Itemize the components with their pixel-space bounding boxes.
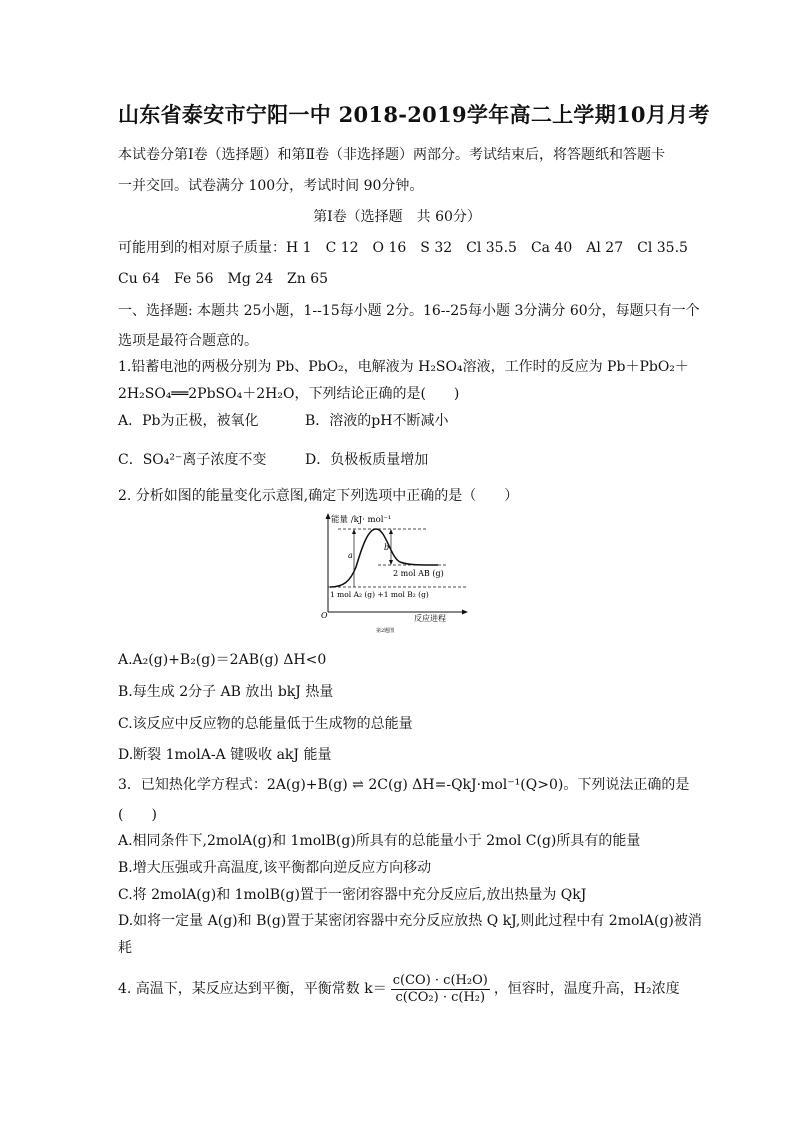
figure-caption: 第2题图 [376, 628, 395, 634]
q4-suffix: ，恒容时，温度升高，H₂浓度 [493, 981, 680, 997]
equilibrium-constant-fraction [391, 973, 490, 1006]
energy-diagram [318, 512, 468, 634]
y-axis-arrow [326, 513, 331, 519]
q3-stem: 3．已知热化学方程式：2A(g)+B(g) ⇌ 2C(g) ΔH=-QkJ·mol⁻¹(Q>0)。下列说法正确的是 [118, 777, 690, 793]
fraction-numerator: c(CO) · c(H₂O) [392, 972, 488, 988]
q1-stem-1: 1.铅蓄电池的两极分别为 Pb、PbO₂，电解液为 H₂SO₄溶液，工作时的反应为 Pb＋PbO₂＋ [118, 359, 689, 375]
fraction-denominator: c(CO₂) · c(H₂) [395, 989, 486, 1005]
q3-option-c: C.将 2molA(g)和 1molB(g)置于一密闭容器中充分反应后,放出热量为 QkJ [118, 887, 587, 903]
x-axis-arrow [462, 610, 468, 615]
q2-option-c: C.该反应中反应物的总能量低于生成物的总能量 [118, 716, 413, 732]
part-instructions-1: 一、选择题: 本题共 25小题，1--15每小题 2分。16--25每小题 3分满分 60分，每题只有一个 [118, 303, 700, 319]
section-heading: 第Ⅰ卷（选择题 共 60分） [313, 209, 481, 225]
q3-option-a: A.相同条件下,2molA(g)和 1molB(g)所具有的总能量小于 2mol C(g)所具有的能量 [118, 833, 641, 849]
q1-stem-2: 2H₂SO₄══2PbSO₄＋2H₂O，下列结论正确的是( ) [118, 386, 460, 402]
label-a: a [348, 551, 353, 560]
q1-option-a: A．Pb为正极，被氧化 [118, 413, 259, 429]
atomic-mass-line-2: Cu 64 Fe 56 Mg 24 Zn 65 [118, 271, 329, 287]
q3-paren: ( ) [118, 807, 157, 823]
q1-option-d: D．负极板质量增加 [305, 452, 429, 468]
q1-option-b: B．溶液的pH不断减小 [305, 413, 449, 429]
q1-option-c: C．SO₄²⁻离子浓度不变 [118, 452, 267, 468]
label-b: b [384, 543, 390, 552]
q3-option-d-1: D.如将一定量 A(g)和 B(g)置于某密闭容器中充分反应放热 Q kJ,则此过程中有 2molA(g)被消 [118, 913, 702, 929]
atomic-mass-line-1: 可能用到的相对原子质量：H 1 C 12 O 16 S 32 Cl 35.5 Ca 40 Al 27 Cl 35.5 [118, 240, 688, 256]
q2-option-b: B.每生成 2分子 AB 放出 bkJ 热量 [118, 684, 334, 700]
intro-line-2: 一并交回。试卷满分 100分，考试时间 90分钟。 [118, 178, 424, 194]
reactant-label: 1 mol A₂ (g) +1 mol B₂ (g) [330, 590, 429, 599]
product-label: 2 mol AB (g) [393, 569, 444, 578]
intro-line-1: 本试卷分第Ⅰ卷（选择题）和第Ⅱ卷（非选择题）两部分。考试结束后，将答题纸和答题卡 [118, 147, 666, 163]
q4-stem [118, 969, 680, 1009]
q2-option-a: A.A₂(g)+B₂(g)＝2AB(g) ΔH<0 [118, 652, 327, 668]
part-instructions-2: 选项是最符合题意的。 [118, 333, 258, 349]
page-title: 山东省泰安市宁阳一中 2018-2019学年高二上学期10月月考 [118, 102, 710, 127]
origin-label: O [321, 611, 328, 620]
x-axis-label: 反应进程 [414, 614, 446, 623]
y-axis-label: 能量 /kJ· mol⁻¹ [331, 515, 392, 525]
q2-stem: 2. 分析如图的能量变化示意图,确定下列选项中正确的是（ ） [118, 488, 519, 504]
q3-option-b: B.增大压强或升高温度,该平衡都向逆反应方向移动 [118, 860, 432, 876]
q3-option-d-2: 耗 [118, 940, 132, 956]
reaction-curve [330, 529, 438, 587]
q4-prefix: 4. 高温下，某反应达到平衡，平衡常数 k＝ [118, 981, 387, 997]
q2-option-d: D.断裂 1molA-A 键吸收 akJ 能量 [118, 747, 332, 763]
